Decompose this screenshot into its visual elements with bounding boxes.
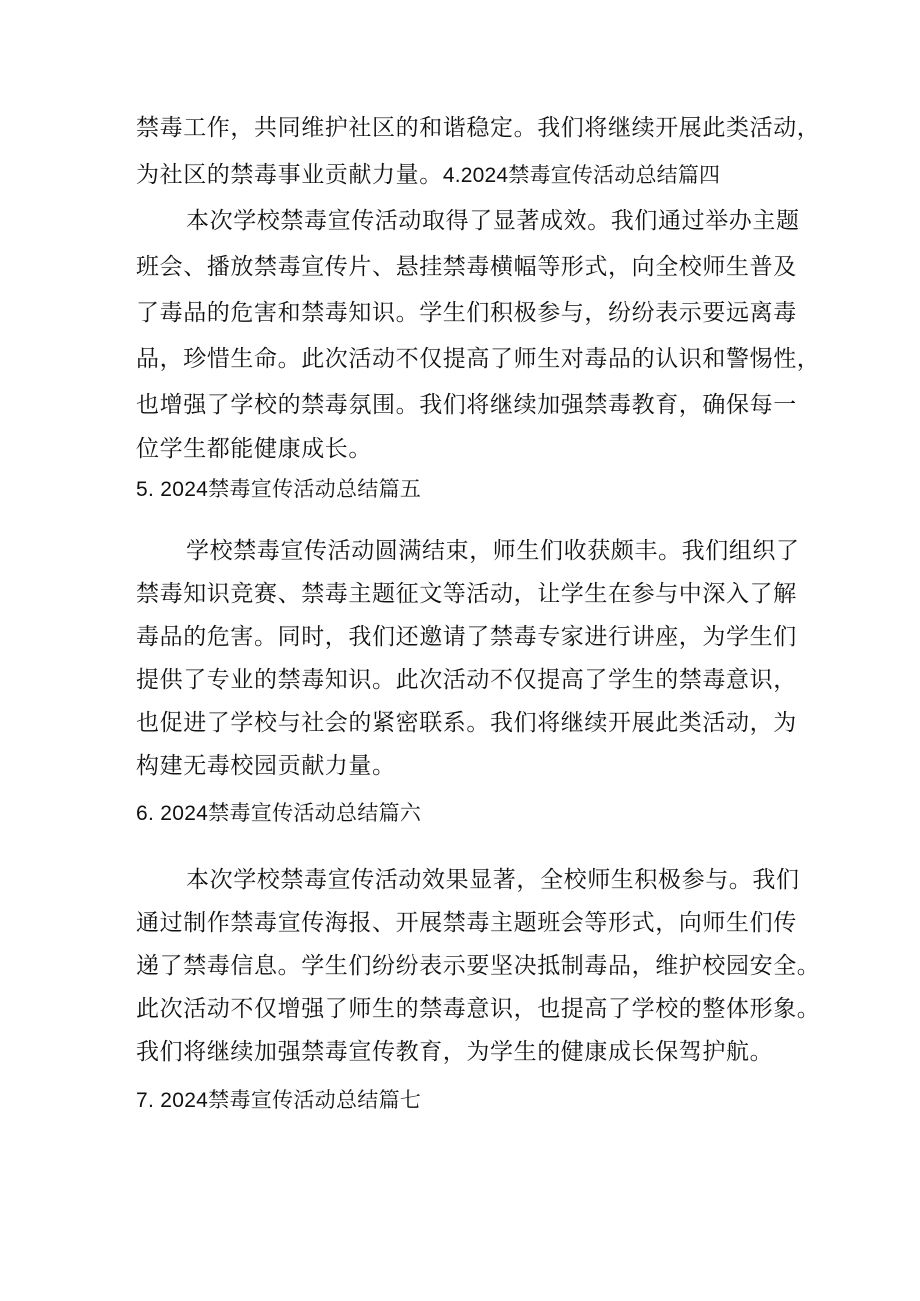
paragraph-line: 禁毒工作，共同维护社区的和谐稳定。我们将继续开展此类活动，	[136, 115, 821, 141]
paragraph-line: 本次学校禁毒宣传活动效果显著，全校师生积极参与。我们	[186, 867, 800, 893]
paragraph-line: 班会、播放禁毒宣传片、悬挂禁毒横幅等形式，向全校师生普及	[136, 254, 797, 280]
paragraph-line: 此次活动不仅增强了师生的禁毒意识，也提高了学校的整体形象。	[136, 996, 821, 1022]
section-heading-5: 5. 2024禁毒宣传活动总结篇五	[136, 478, 422, 501]
paragraph-line: 毒品的危害。同时，我们还邀请了禁毒专家进行讲座，为学生们	[136, 624, 797, 650]
paragraph-line: 递了禁毒信息。学生们纷纷表示要坚决抵制毒品，维护校园安全。	[136, 953, 821, 979]
paragraph-line: 禁毒知识竞赛、禁毒主题征文等活动，让学生在参与中深入了解	[136, 581, 797, 607]
paragraph-line: 学校禁毒宣传活动圆满结束，师生们收获颇丰。我们组织了	[186, 538, 800, 564]
paragraph-line: 位学生都能健康成长。	[136, 436, 372, 462]
paragraph-line	[136, 160, 720, 191]
paragraph-line: 本次学校禁毒宣传活动取得了显著成效。我们通过举办主题	[186, 208, 800, 234]
section-heading-7: 7. 2024禁毒宣传活动总结篇七	[136, 1089, 422, 1112]
section-heading-6: 6. 2024禁毒宣传活动总结篇六	[136, 802, 422, 825]
paragraph-line: 我们将继续加强禁毒宣传教育，为学生的健康成长保驾护航。	[136, 1039, 774, 1065]
paragraph-line: 提供了专业的禁毒知识。此次活动不仅提高了学生的禁毒意识，	[136, 667, 797, 693]
paragraph-line: 通过制作禁毒宣传海报、开展禁毒主题班会等形式，向师生们传	[136, 910, 797, 936]
paragraph-line: 构建无毒校园贡献力量。	[136, 753, 396, 779]
section-heading-4: 4.2024禁毒宣传活动总结篇四	[442, 164, 721, 187]
paragraph-line: 品，珍惜生命。此次活动不仅提高了师生对毒品的认识和警惕性，	[136, 346, 821, 372]
paragraph-line: 也促进了学校与社会的紧密联系。我们将继续开展此类活动，为	[136, 710, 797, 736]
paragraph-line: 也增强了学校的禁毒氛围。我们将继续加强禁毒教育，确保每一	[136, 392, 797, 418]
paragraph-text: 为社区的禁毒事业贡献力量。	[136, 162, 443, 188]
paragraph-line: 了毒品的危害和禁毒知识。学生们积极参与，纷纷表示要远离毒	[136, 300, 797, 326]
